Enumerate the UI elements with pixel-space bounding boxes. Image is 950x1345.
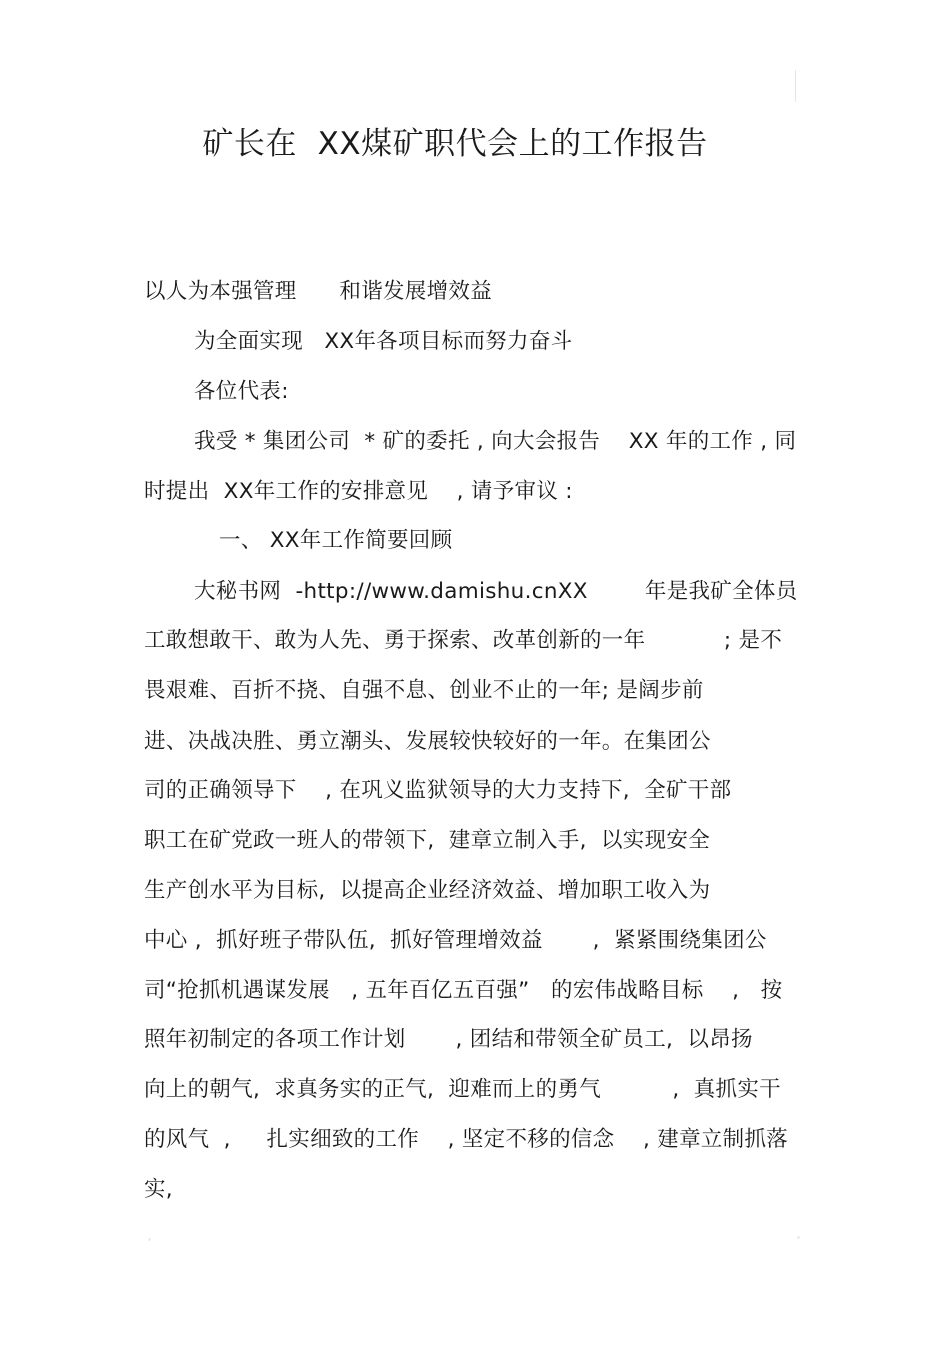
scan-speck <box>797 1236 800 1239</box>
subtitle-line: 以人为本强管理 和谐发展增效益 <box>144 279 493 304</box>
paragraph-line: 畏艰难、百折不挠、自强不息、创业不止的一年; 是阔步前 <box>144 678 704 703</box>
paragraph-line: 中心 , 抓好班子带队伍, 抓好管理增效益 , 紧紧围绕集团公 <box>144 928 767 953</box>
paragraph-line: 实, <box>144 1177 173 1202</box>
paragraph-line: 大秘书网 -http://www.damishu.cnXX 年是我矿全体员 <box>194 579 798 604</box>
document-title: 矿长在 XX煤矿职代会上的工作报告 <box>202 126 708 162</box>
paragraph-line: 的风气 , 扎实细致的工作 , 坚定不移的信念 , 建章立制抓落 <box>144 1127 789 1152</box>
paragraph-line: 司的正确领导下 , 在巩义监狱领导的大力支持下, 全矿干部 <box>144 778 732 803</box>
page-edge-mark <box>795 70 796 102</box>
scan-speck <box>148 1238 151 1241</box>
paragraph-line: 我受 * 集团公司 * 矿的委托 , 向大会报告 XX 年的工作 , 同 <box>194 429 797 454</box>
subtitle-line-2: 为全面实现 XX年各项目标而努力奋斗 <box>194 329 573 354</box>
paragraph-line: 向上的朝气, 求真务实的正气, 迎难而上的勇气 , 真抓实干 <box>144 1077 781 1102</box>
salutation: 各位代表: <box>194 379 289 404</box>
paragraph-line: 司“抢抓机遇谋发展 , 五年百亿五百强” 的宏伟战略目标 , 按 <box>144 978 783 1003</box>
paragraph-line: 生产创水平为目标, 以提高企业经济效益、增加职工收入为 <box>144 878 711 903</box>
paragraph-line: 进、决战决胜、勇立潮头、发展较快较好的一年。在集团公 <box>144 729 711 754</box>
paragraph-line: 时提出 XX年工作的安排意见 , 请予审议 : <box>144 479 573 504</box>
paragraph-line: 工敢想敢干、敢为人先、勇于探索、改革创新的一年 ; 是不 <box>144 628 783 653</box>
paragraph-line: 照年初制定的各项工作计划 , 团结和带领全矿员工, 以昂扬 <box>144 1027 753 1052</box>
paragraph-line: 职工在矿党政一班人的带领下, 建章立制入手, 以实现安全 <box>144 828 711 853</box>
section-heading: 一、 XX年工作简要回顾 <box>219 528 453 553</box>
